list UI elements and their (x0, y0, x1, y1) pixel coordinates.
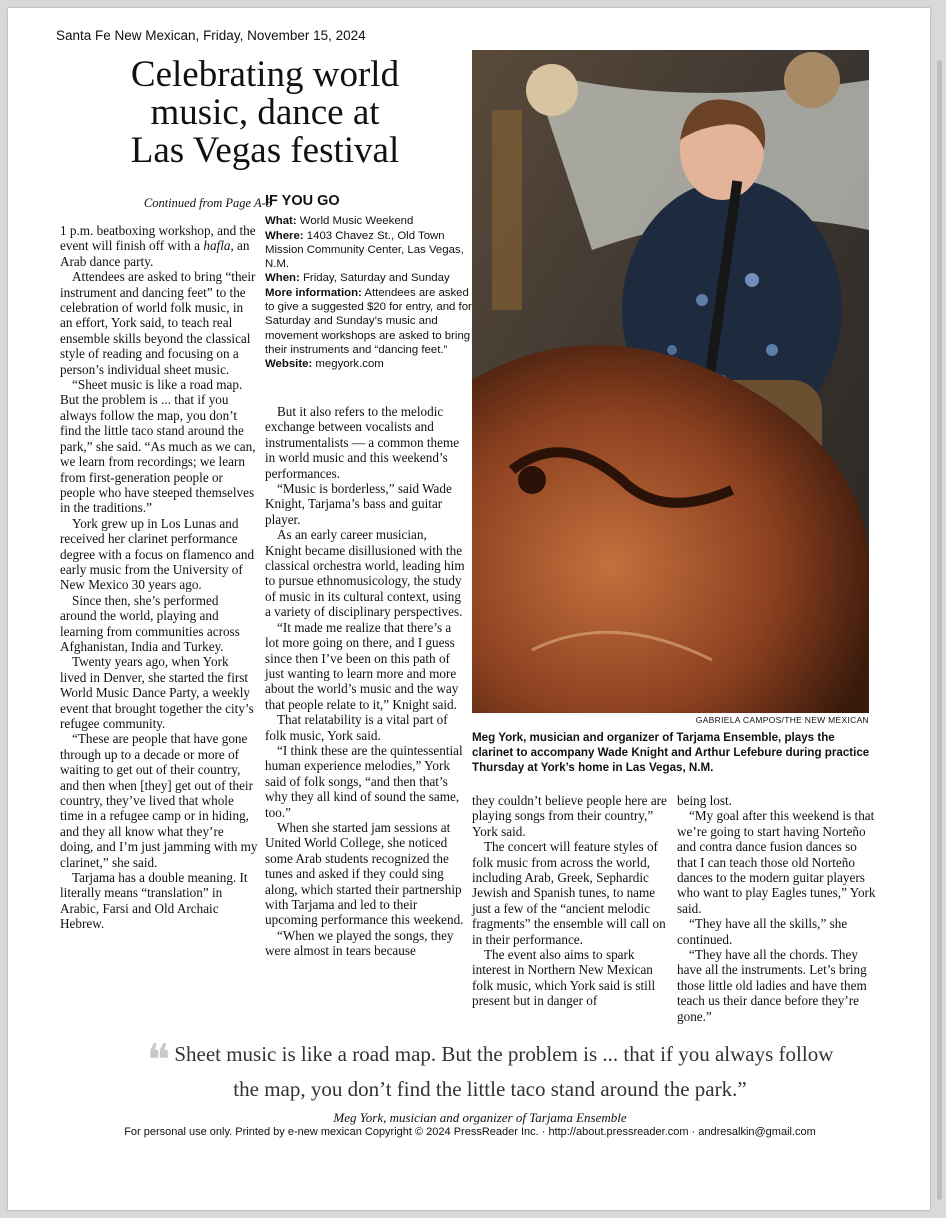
paragraph: The event also aims to spark interest in Northern New Mexican folk music, which York said is still present but in danger of (472, 947, 656, 1009)
clarinet-player-illustration (472, 50, 869, 713)
paragraph: That relatability is a vital part of folk music, York said. (265, 712, 448, 743)
dateline: Santa Fe New Mexican, Friday, November 15, 2024 (56, 28, 366, 43)
paragraph: “Music is borderless,” said Wade Knight, Tarjama’s bass and guitar player. (265, 481, 452, 527)
paragraph: “It made me realize that there’s a lot more going on there, and I guess since then I’ve been on this path of just wanting to learn more and more about the world’s music and the way that people relate to it,” Knight said. (265, 619, 459, 712)
article-column-1 (60, 223, 258, 932)
paragraph: As an early career musician, Knight became disillusioned with the classical orchestra world, leading him to pursue ethnomusicology, the study of music in its cultural context, using a variety of disciplinary perspectives. (265, 527, 465, 620)
headline-line-2: music, dance at (150, 92, 380, 133)
article-photo (472, 50, 869, 713)
article-column-2 (265, 404, 465, 959)
paragraph: 1 p.m. beatboxing workshop, and the event will finish off with a hafla, an Arab dance party. (60, 223, 256, 269)
paragraph: “I think these are the quintessential human experience melodies,” York said of folk songs, “and then that’s why they all kind of sound the same, too.” (265, 742, 463, 820)
paragraph: “When we played the songs, they were almost in tears because (265, 927, 454, 959)
headline (100, 56, 430, 170)
paragraph: When she started jam sessions at United World College, she noticed some Arab students recognized the tunes and asked if they could sing along, which started their partnership with Tarjama and led to their upcoming performance this weekend. (265, 819, 464, 928)
continued-note: Continued from Page A-8 (143, 196, 272, 210)
event-where: Where: 1403 Chavez St., Old Town Mission Community Center, Las Vegas, N.M. (265, 229, 464, 271)
photo-credit: GABRIELA CAMPOS/THE NEW MEXICAN (695, 715, 869, 725)
event-what: What: World Music Weekend (265, 215, 414, 228)
paragraph: Twenty years ago, when York lived in Denver, she started the first World Music Dance Party, a weekly event that brought together the city’s refugee community. (60, 654, 254, 731)
scrollbar[interactable] (937, 60, 942, 1200)
paragraph: Attendees are asked to bring “their instrument and dancing feet” to the celebration of world folk music, in an effort, York said, to teach real ensemble skills beyond the classical style of reading and focusing on a person’s individual sheet music. (60, 269, 256, 377)
if-you-go-box (265, 194, 475, 372)
paragraph: Tarjama has a double meaning. It literally means “translation” in Arabic, Farsi and Old Archaic Hebrew. (60, 870, 248, 932)
paragraph: “Sheet music is like a road map. But the problem is ... that if you always follow the map, you don’t find the little taco stand around the park,” she said. “As much as we can, we learn from recordings; we learn from first-generation people or people who have steeped themselves in the traditions.” (60, 377, 256, 516)
pull-quote-attribution: Meg York, musician and organizer of Tarjama Ensemble (333, 1110, 627, 1125)
pull-quote (90, 1035, 890, 1104)
footer-copyright: For personal use only. Printed by e-new mexican Copyright © 2024 PressReader Inc. · http://about.pressreader.com · andresalkin@gmail.com (124, 1126, 816, 1138)
photo-caption: Meg York, musician and organizer of Tarjama Ensemble, plays the clarinet to accompany Wade Knight and Arthur Lefebure during practice Thursday at York’s home in Las Vegas, N.M. (472, 731, 870, 774)
headline-line-1: Celebrating world (130, 54, 400, 95)
paragraph: being lost. (677, 793, 732, 808)
paragraph: “These are people that have gone through up to a decade or more of waiting to get out of their country, and then when [they] get out of their country, they’ve lived that whole time in a refugee camp or in hiding, and they all know what they’re doing, and I’m just jamming with my clarinet,” she said. (60, 731, 258, 870)
event-info: More information: Attendees are asked to give a suggested $20 for entry, and for Saturday and Sunday’s music and movement workshops are asked to bring their instruments and “dancing feet.” (265, 286, 472, 356)
pull-quote-line-1: ❝ Sheet music is like a road map. But the problem is ... that if you always follow (146, 1035, 834, 1086)
if-you-go-heading: IF YOU GO (265, 193, 340, 209)
paragraph: “My goal after this weekend is that we’re going to start having Norteño and contra dance fusion dances so that I can teach those old Norteño dances to the modern guitar players who want to play Eagles tunes,” York said. (677, 808, 876, 916)
pull-quote-line-2: the map, you don’t find the little taco stand around the park.” (233, 1077, 747, 1101)
paragraph: Since then, she’s performed around the world, playing and learning from communities across Afghanistan, India and Turkey. (60, 592, 240, 654)
event-website[interactable]: Website: megyork.com (265, 358, 384, 371)
paragraph: The concert will feature styles of folk music from across the world, including Arab, Greek, Sephardic Jewish and Spanish tunes, to name just a few of the “ancient melodic fragments” the ensemble will call on in their performance. (472, 839, 666, 947)
paragraph: York grew up in Los Lunas and received her clarinet performance degree with a focus on flamenco and early music from the University of New Mexico 30 years ago. (60, 515, 255, 593)
paragraph: “They have all the chords. They have all the instruments. Let’s bring those little old ladies and have them teach us their dance before they’re gone.” (677, 947, 867, 1024)
article-column-4 (677, 793, 877, 1024)
event-when: When: Friday, Saturday and Sunday (265, 272, 450, 285)
paragraph: “They have all the skills,” she continued. (677, 916, 848, 947)
quote-mark-icon: ❝ (146, 1035, 171, 1086)
article-column-3 (472, 793, 672, 1009)
headline-line-3: Las Vegas festival (130, 130, 400, 171)
paragraph: But it also refers to the melodic exchange between vocalists and instrumentalists — a common theme in world music and this weekend’s performances. (265, 404, 460, 481)
paragraph: they couldn’t believe people here are playing songs from their country,” York said. (472, 793, 667, 839)
